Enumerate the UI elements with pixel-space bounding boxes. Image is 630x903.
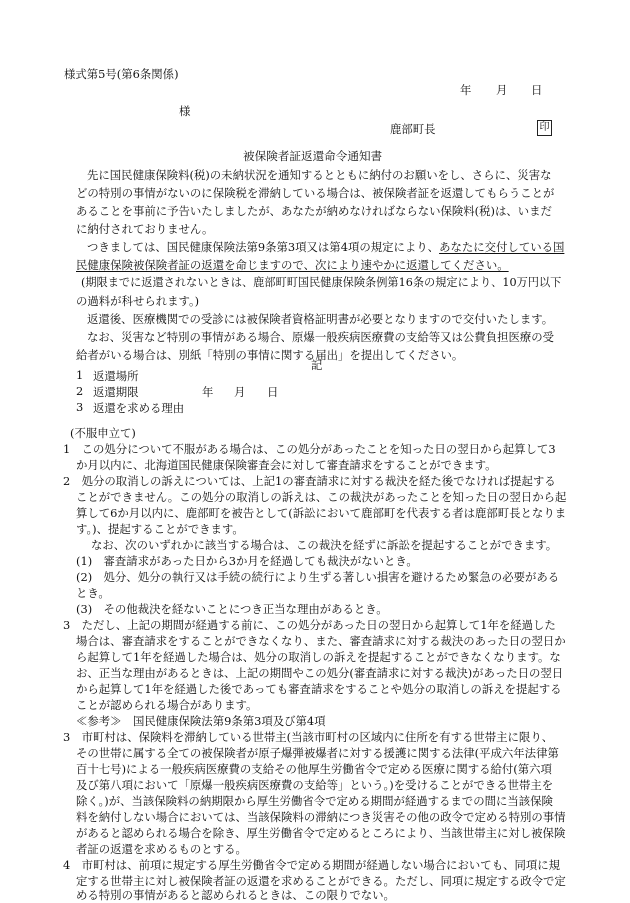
item-label: 返還期限 xyxy=(93,385,139,399)
item-number: 1 xyxy=(76,368,84,382)
document-title: 被保険者証返還命令通知書 xyxy=(243,149,383,163)
appeal-line: 1 この処分について不服がある場合は、この処分があったことを知った日の翌日から起算して3 xyxy=(63,442,556,456)
body-line: あることを事前に予告いたしましたが、あなたが納めなければならない保険料(税)は、いまだ xyxy=(76,204,552,218)
appeal-line: 2 処分の取消しの訴えについては、上記1の審査請求に対する裁決を経た後でなければ提起する xyxy=(63,474,556,488)
body-text: つきましては、国民健康保険法第9条第3項又は第4項の規定により、 xyxy=(87,240,440,254)
appeal-line: (3) その他裁決を経ないことにつき正当な理由があるとき。 xyxy=(76,602,388,616)
reference-line: 百十七号)による一般疾病医療費の支給その他厚生労働省令で定める医療に関する給付(第六項 xyxy=(76,762,552,776)
appeal-line: ら起算して1年を経過した場合は、処分の取消しの訴えを提起することができなくなります。な xyxy=(76,650,561,664)
form-number: 様式第5号(第6条関係) xyxy=(64,67,179,81)
addressee-suffix: 様 xyxy=(179,104,191,118)
appeal-line: ことが認められる場合があります。 xyxy=(76,698,258,712)
appeal-line: す。)、提起することができます。 xyxy=(76,522,244,536)
reference-line: める特別の事情があると認められるときは、この限りでない。 xyxy=(76,888,395,902)
body-line: なお、災害など特別の事情がある場合、原爆一般疾病医療費の支給等又は公費負担医療の受 xyxy=(87,330,555,344)
item-number: 2 xyxy=(76,384,84,398)
appeal-line: (1) 審査請求があった日から3か月を経過しても裁決がないとき。 xyxy=(76,554,418,568)
appeal-heading: (不服申立て) xyxy=(70,426,136,440)
appeal-line: から起算して1年を経過した後であっても審査請求をすることや処分の取消しの訴えを提起する xyxy=(76,682,562,696)
issuer-name: 鹿部町長 xyxy=(390,122,436,136)
reference-line: 3 市町村は、保険料を滞納している世帯主(当該市町村の区域内に住所を有する世帯主に限り、 xyxy=(63,730,554,744)
deadline-day: 日 xyxy=(267,385,279,399)
body-line: 給者がいる場合は、別紙「特別の事情に関する届出」を提出してください。 xyxy=(76,348,464,362)
item-label: 返還場所 xyxy=(93,369,139,383)
body-line: 先に国民健康保険料(税)の未納状況を通知するとともに納付のお願いをし、さらに、災害な xyxy=(87,168,552,182)
body-line xyxy=(87,240,564,254)
reference-line: があると認められる場合を除き、厚生労働省令で定めるところにより、当該世帯主に対し被保険 xyxy=(76,826,566,840)
date-year: 年 xyxy=(460,83,472,97)
appeal-line: お、正当な理由があるときは、上記の期間やこの処分(審査請求に対する裁決)があった日の翌日 xyxy=(76,666,564,680)
reference-line: 除く。)が、当該保険料の納期限から厚生労働省令で定める期間が経過するまでの間に当該保険 xyxy=(76,794,553,808)
appeal-line: なお、次のいずれかに該当する場合は、この裁決を経ずに訴訟を提起することができます。 xyxy=(91,538,558,552)
body-line: に納付されておりません。 xyxy=(76,222,214,236)
deadline-year: 年 xyxy=(202,385,214,399)
item-number: 3 xyxy=(76,400,84,414)
body-line: どの特別の事情がないのに保険税を滞納している場合は、被保険者証を返還してもらうことが xyxy=(76,186,555,200)
date-month: 月 xyxy=(496,83,508,97)
reference-line: 定する世帯主に対し被保険者証の返還を求めることができる。ただし、同項に規定する政令で定 xyxy=(76,874,566,888)
body-line: の過料が科せられます。) xyxy=(76,294,200,308)
reference-line: 料を納付しない場合においては、当該保険料の滞納につき災害その他の政令で定める特別の事情 xyxy=(76,810,566,824)
appeal-line: ことができません。この処分の取消しの訴えは、この裁決があったことを知った日の翌日から起 xyxy=(76,490,567,504)
reference-line: 及び第八項において「原爆一般疾病医療費の支給等」という。)を受けることができる世帯主を xyxy=(76,778,554,792)
underlined-text: あなたに交付している国 xyxy=(439,240,565,254)
underlined-line: 民健康保険被保険者証の返還を命じますので、次により速やかに返還してください。 xyxy=(76,258,509,272)
reference-heading: ≪参考≫ 国民健康保険法第9条第3項及び第4項 xyxy=(76,714,326,728)
body-line: (期限までに返還されないときは、鹿部町町国民健康保険条例第16条の規定により、10万円以下 xyxy=(81,276,562,289)
body-line: 返還後、医療機関での受診には被保険者資格証明書が必要となりますので交付いたします。 xyxy=(87,312,554,326)
reference-line: 4 市町村は、前項に規定する厚生労働省令で定める期間が経過しない場合においても、同項に規 xyxy=(63,858,561,872)
deadline-month: 月 xyxy=(234,385,246,399)
reference-line: 者証の返還を求めるものとする。 xyxy=(76,842,247,856)
appeal-line: か月以内に、北海道国民健康保険審査会に対して審査請求をすることができます。 xyxy=(76,458,497,472)
appeal-line: (2) 処分、処分の執行又は手続の続行により生ずる著しい損害を避けるため緊急の必要がある xyxy=(76,570,560,584)
appeal-line: とき。 xyxy=(76,586,110,600)
appeal-line: 算して6か月以内に、鹿部町を被告として(訴訟において鹿部町を代表する者は鹿部町長となりま xyxy=(76,506,567,520)
seal-mark: 印 xyxy=(537,120,552,136)
item-label: 返還を求める理由 xyxy=(93,401,185,415)
date-day: 日 xyxy=(531,83,543,97)
appeal-line: 場合は、審査請求をすることができなくなり、また、審査請求に対する裁決のあった日の翌日か xyxy=(76,634,566,648)
reference-line: その世帯に属する全ての被保険者が原子爆弾被爆者に対する援護に関する法律(平成六年法律第 xyxy=(76,746,559,760)
ki-heading: 記 xyxy=(311,358,323,372)
appeal-line: 3 ただし、上記の期間が経過する前に、この処分があった日の翌日から起算して1年を経過した xyxy=(63,618,556,632)
